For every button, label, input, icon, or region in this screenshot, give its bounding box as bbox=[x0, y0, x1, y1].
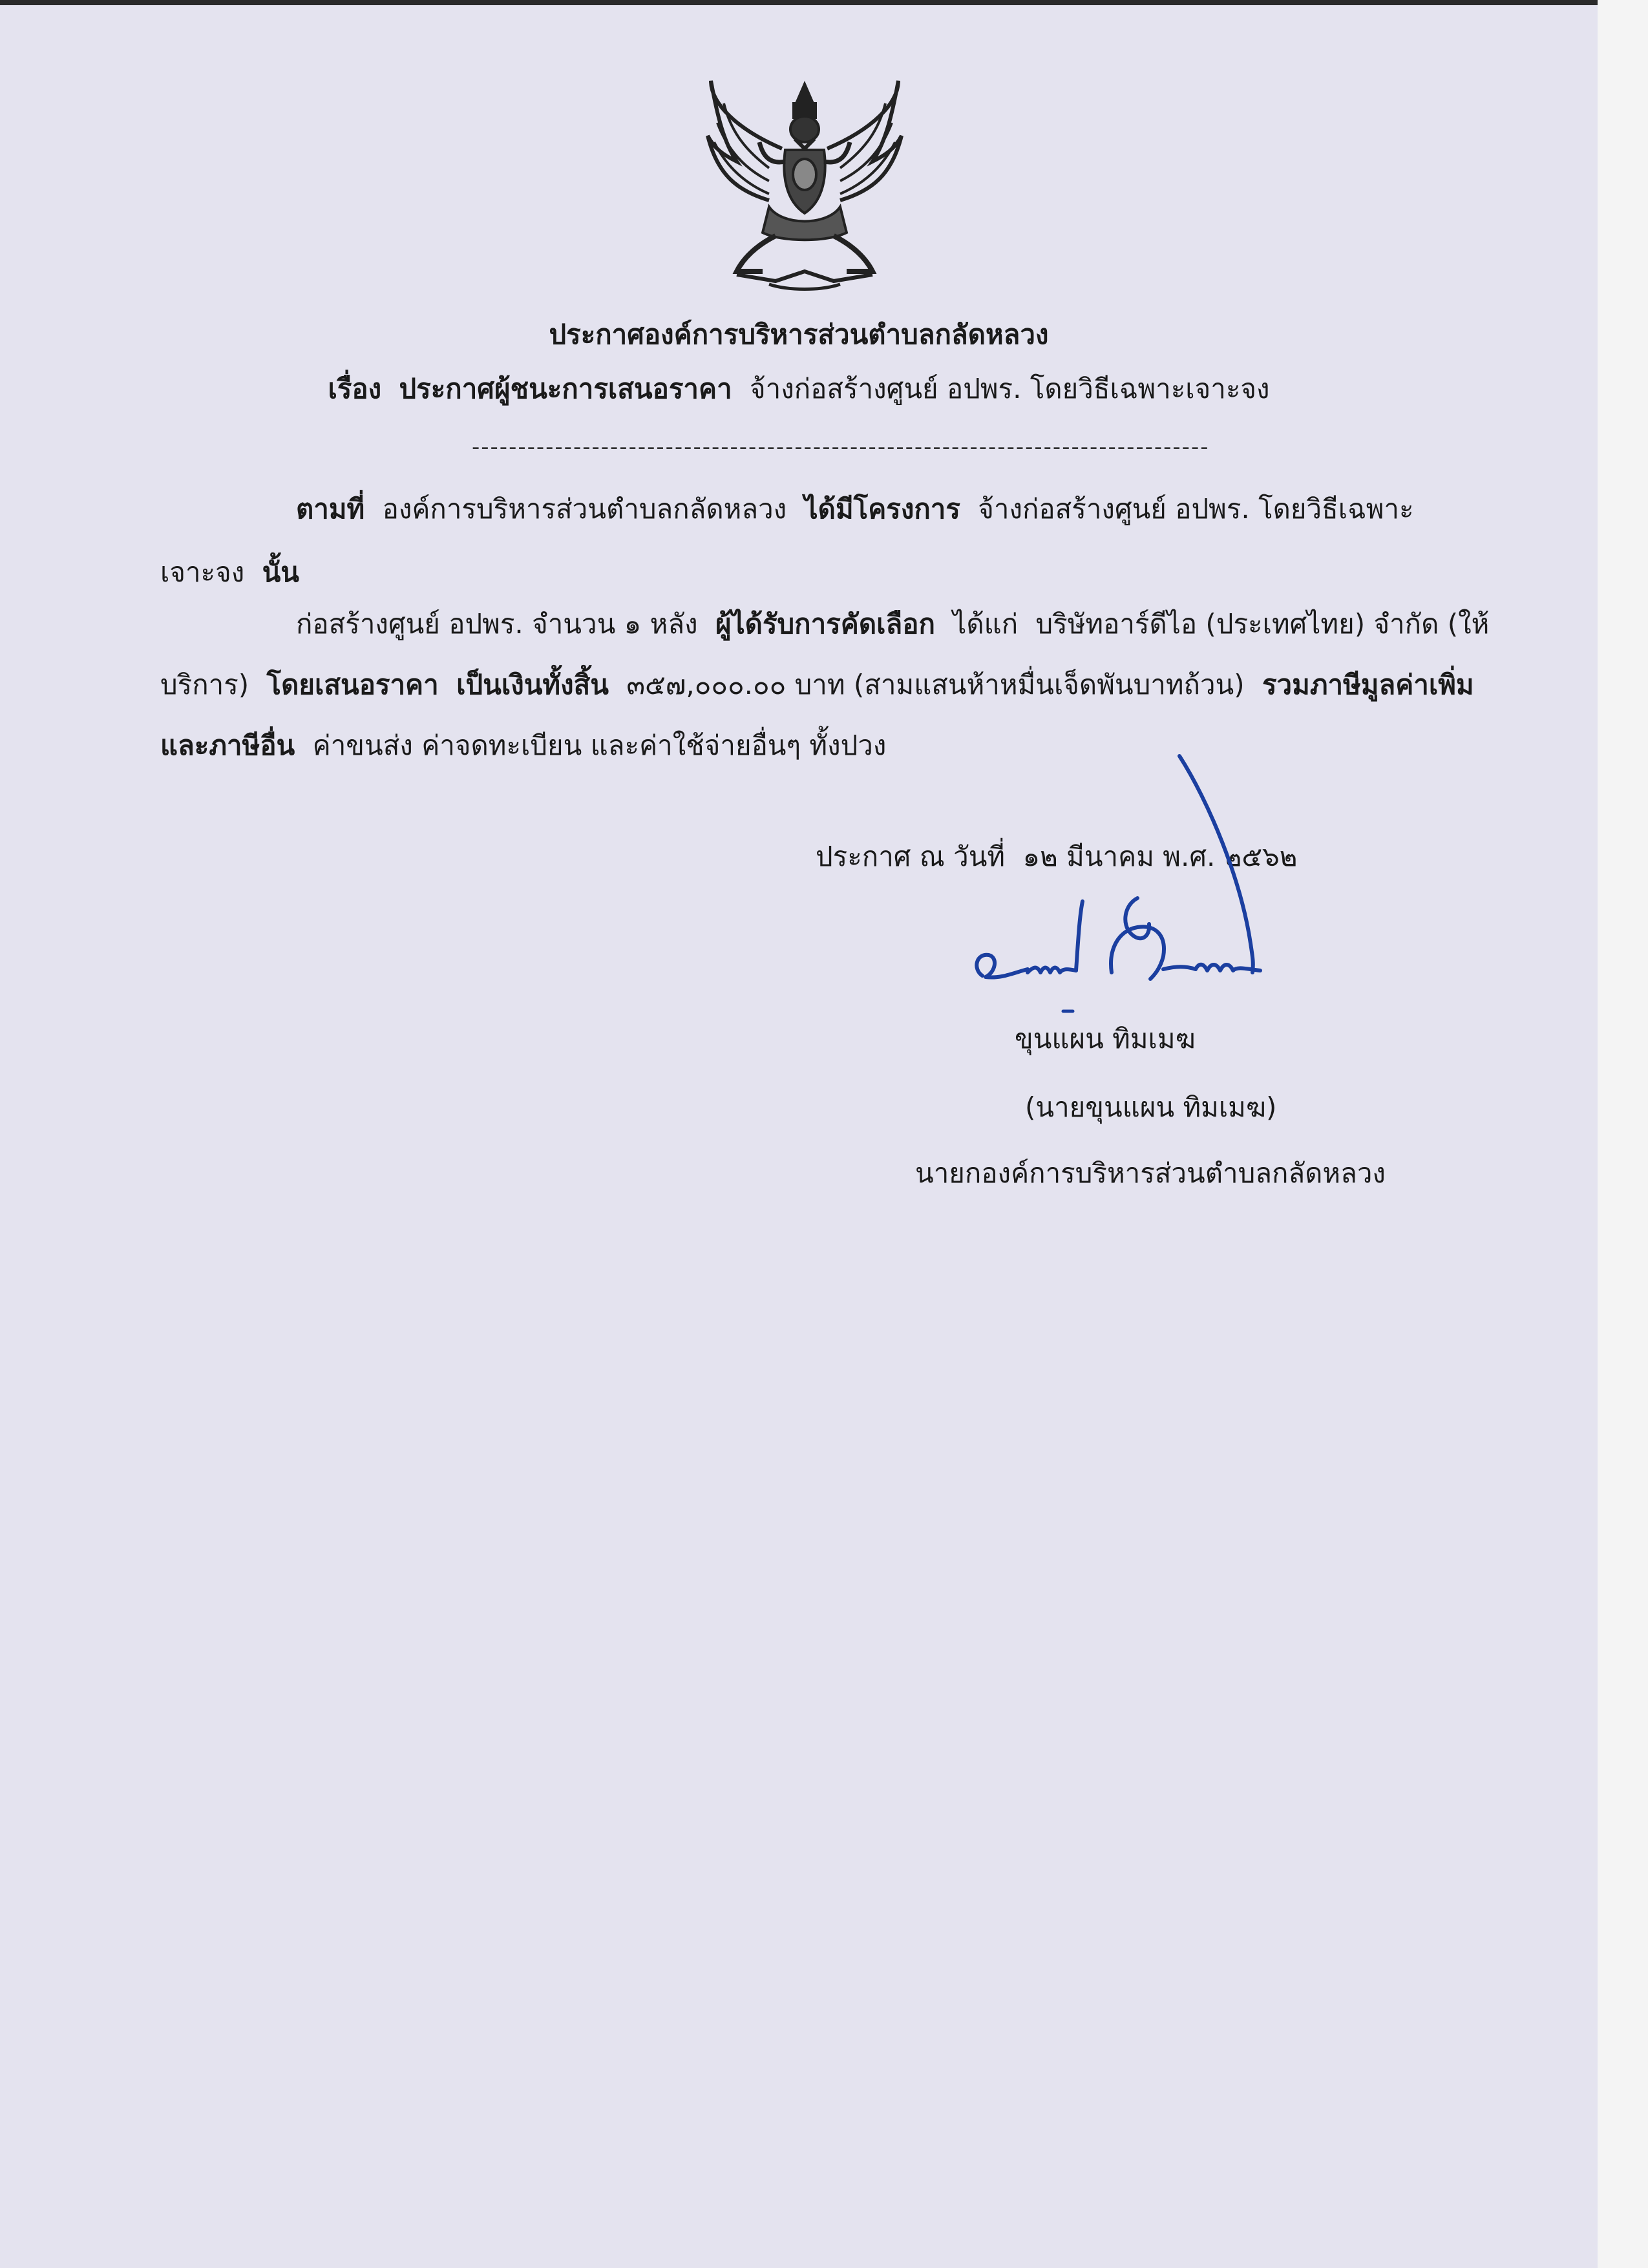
p2-company: บริษัทอาร์ดีไอ (ประเทศไทย) จำกัด (ให้ bbox=[1035, 608, 1490, 640]
p1-org: องค์การบริหารส่วนตำบลกลัดหลวง bbox=[382, 493, 787, 525]
p1-bold: ตามที่ bbox=[296, 493, 365, 525]
signer-name: ขุนแผน ทิมเมฆ bbox=[1015, 1023, 1196, 1055]
garuda-emblem-icon bbox=[698, 78, 911, 291]
p2-awardee-label: ได้แก่ bbox=[953, 608, 1019, 640]
announcement-title: ประกาศองค์การบริหารส่วนตำบลกลัดหลวง bbox=[549, 319, 1049, 350]
p2-winner-label: ผู้ได้รับการคัดเลือก bbox=[715, 608, 935, 640]
announcement-subject bbox=[0, 370, 1598, 408]
subject-bold: ประกาศผู้ชนะการเสนอราคา bbox=[399, 373, 732, 404]
signer-position: นายกองค์การบริหารส่วนตำบลกลัดหลวง bbox=[915, 1157, 1386, 1189]
handwritten-signature bbox=[963, 750, 1325, 1034]
subject-rest: จ้างก่อสร้างศูนย์ อปพร. โดยวิธีเฉพาะเจาะจง bbox=[750, 373, 1270, 404]
date-value: ๑๒ มีนาคม พ.ศ. ๒๕๖๒ bbox=[1022, 841, 1298, 872]
p2-total-label: เป็นเงินทั้งสิ้น bbox=[456, 669, 609, 700]
body-paragraph-1-line-1 bbox=[296, 490, 1414, 529]
scan-top-edge bbox=[0, 0, 1648, 5]
body-paragraph-2-line-1 bbox=[296, 605, 1489, 644]
p1-cont: เจาะจง bbox=[160, 556, 245, 588]
body-paragraph-2-line-2 bbox=[160, 666, 1474, 704]
separator-line: -------------------------------------------------------------------------------- bbox=[472, 434, 1210, 460]
date-label: ประกาศ ณ วันที่ bbox=[816, 841, 1006, 872]
subject-label: เรื่อง bbox=[328, 373, 382, 404]
p1-end: นั้น bbox=[262, 556, 300, 588]
body-paragraph-1-line-2 bbox=[160, 553, 299, 592]
p2-fees: ค่าขนส่ง ค่าจดทะเบียน และค่าใช้จ่ายอื่นๆ ทั้งปวง bbox=[312, 730, 887, 761]
signer-full-name: (นายขุนแผน ทิมเมฆ) bbox=[1025, 1091, 1277, 1123]
scan-right-margin bbox=[1598, 0, 1648, 2268]
p2-service: บริการ) bbox=[160, 669, 249, 700]
p2-item: ก่อสร้างศูนย์ อปพร. จำนวน ๑ หลัง bbox=[296, 608, 698, 640]
p2-vat: รวมภาษีมูลค่าเพิ่ม bbox=[1262, 669, 1474, 700]
p1-project: จ้างก่อสร้างศูนย์ อปพร. โดยวิธีเฉพาะ bbox=[978, 493, 1414, 525]
body-paragraph-2-line-3 bbox=[160, 726, 886, 765]
p2-amount: ๓๕๗,๐๐๐.๐๐ บาท (สามแสนห้าหมื่นเจ็ดพันบาทถ้วน) bbox=[626, 669, 1245, 700]
p1-project-label: ได้มีโครงการ bbox=[804, 493, 960, 525]
p2-bid-label: โดยเสนอราคา bbox=[266, 669, 439, 700]
p2-other-tax: และภาษีอื่น bbox=[160, 730, 295, 761]
